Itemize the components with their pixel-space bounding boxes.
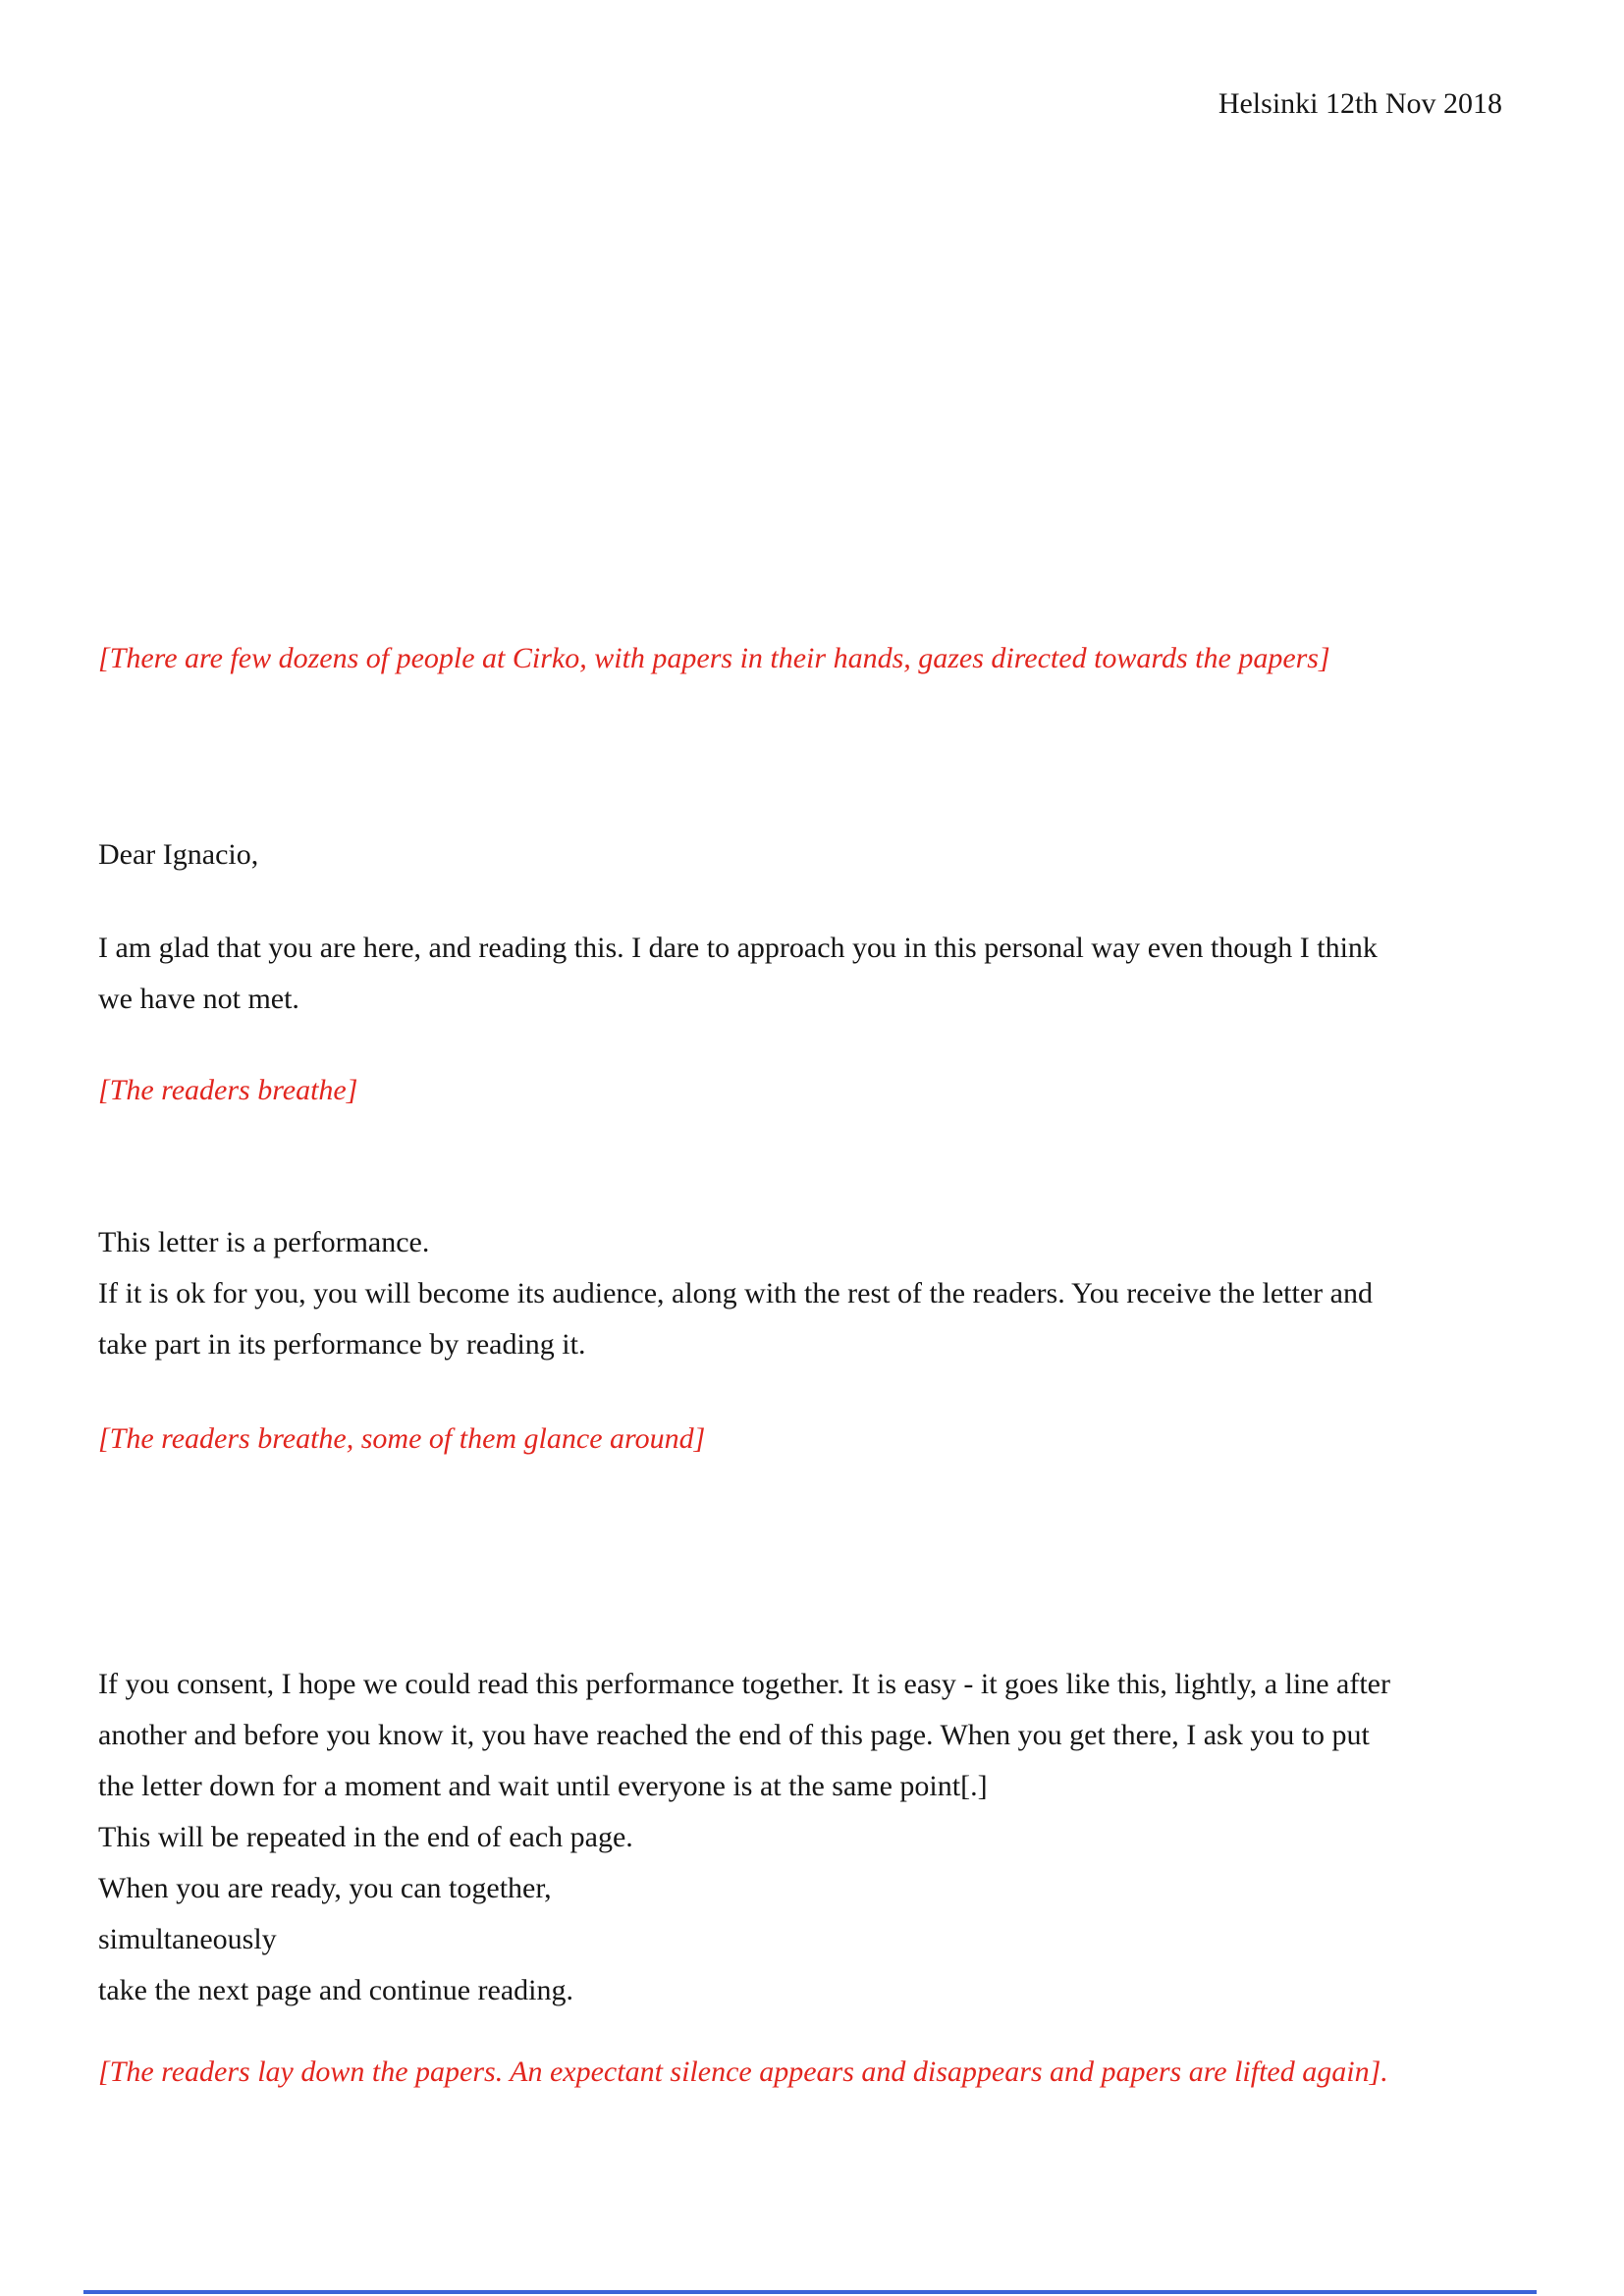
letter-line: we have not met. bbox=[98, 983, 299, 1015]
letter-line: simultaneously bbox=[98, 1923, 277, 1955]
letter-line: If it is ok for you, you will become its audience, along with the rest of the readers. You receive the letter and bbox=[98, 1277, 1373, 1309]
letter-paragraph bbox=[98, 1659, 1585, 2016]
letter-line: If you consent, I hope we could read this performance together. It is easy - it goes like this, lightly, a line after bbox=[98, 1668, 1390, 1700]
stage-direction-line: [There are few dozens of people at Cirko, with papers in their hands, gazes directed towards the papers] bbox=[98, 642, 1330, 674]
letter-line: This letter is a performance. bbox=[98, 1226, 430, 1258]
stage-direction-line: [The readers lay down the papers. An expectant silence appears and disappears and papers are lifted again]. bbox=[98, 2056, 1388, 2088]
letter-paragraph bbox=[98, 829, 1585, 881]
stage-direction bbox=[98, 1414, 1585, 1465]
bottom-rule bbox=[83, 2290, 1537, 2294]
stage-direction bbox=[98, 2047, 1585, 2098]
letter-line: take part in its performance by reading it. bbox=[98, 1328, 586, 1361]
letter-paragraph bbox=[98, 923, 1585, 1025]
letter-paragraph bbox=[98, 1217, 1585, 1370]
letter-line: This will be repeated in the end of each page. bbox=[98, 1821, 633, 1853]
dateline: Helsinki 12th Nov 2018 bbox=[1218, 87, 1502, 120]
letter-line: I am glad that you are here, and reading this. I dare to approach you in this personal way even though I think bbox=[98, 932, 1378, 964]
letter-line: another and before you know it, you have reached the end of this page. When you get there, I ask you to put bbox=[98, 1719, 1370, 1751]
letter-line: When you are ready, you can together, bbox=[98, 1872, 552, 1904]
letter-line: Dear Ignacio, bbox=[98, 838, 259, 871]
letter-line: take the next page and continue reading. bbox=[98, 1974, 573, 2006]
letter-line: the letter down for a moment and wait until everyone is at the same point[.] bbox=[98, 1770, 988, 1802]
stage-direction-line: [The readers breathe, some of them glance around] bbox=[98, 1422, 706, 1455]
stage-direction bbox=[98, 1065, 1585, 1116]
stage-direction bbox=[98, 633, 1585, 684]
stage-direction-line: [The readers breathe] bbox=[98, 1074, 358, 1106]
